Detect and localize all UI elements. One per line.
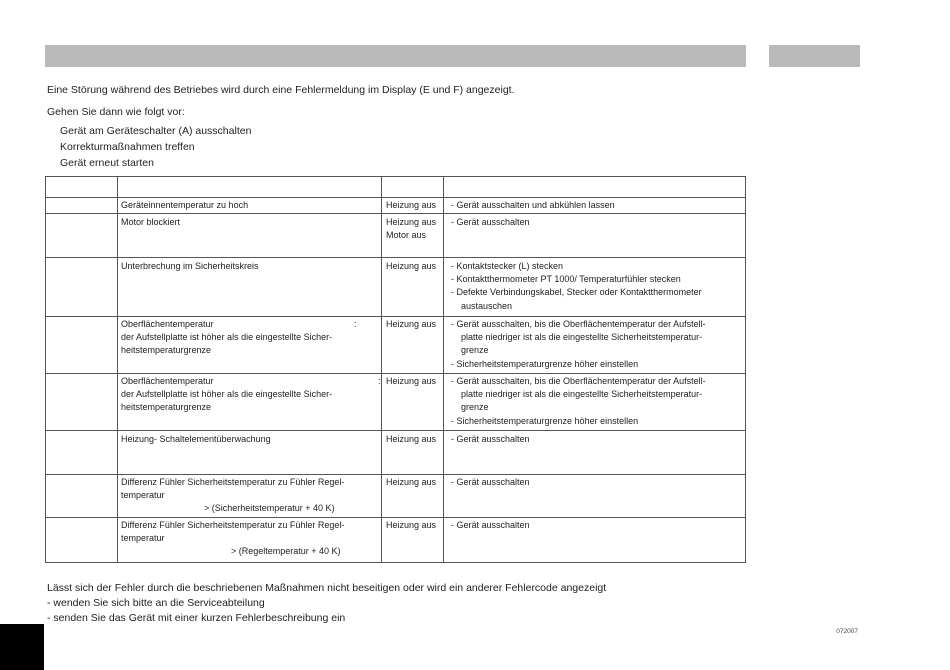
- table-cell-cause: Heizung- Schaltelementüberwachung: [121, 434, 271, 444]
- steps-intro: Gehen Sie dann wie folgt vor:: [47, 106, 185, 118]
- table-cell-solution: - Gerät ausschalten, bis die Oberflächentemperatur der Aufstell- platte niedriger ist als die eingestellte Sicherheitstemperatur- grenze - Sicherheitstemperaturgrenze höher einstellen: [451, 376, 706, 426]
- table-cell-solution: - Gerät ausschalten: [451, 520, 530, 530]
- table-cell-cause: Unterbrechung im Sicherheitskreis: [121, 261, 259, 271]
- table-cell-mark: :: [378, 376, 381, 386]
- page-corner-mark: [0, 624, 44, 670]
- step-item: Korrekturmaßnahmen treffen: [60, 141, 195, 153]
- table-cell-solution: - Kontaktstecker (L) stecken - Kontaktthermometer PT 1000/ Temperaturfühler stecken - Defekte Verbindungskabel, Stecker oder Kontaktthermometer austauschen: [451, 261, 702, 311]
- table-cell-solution: - Gerät ausschalten, bis die Oberflächentemperatur der Aufstell- platte niedriger ist als die eingestellte Sicherheitstemperatur- grenze - Sicherheitstemperaturgrenze höher einstellen: [451, 319, 706, 369]
- intro-text: Eine Störung während des Betriebes wird durch eine Fehlermeldung im Display (E und F) angezeigt.: [47, 84, 515, 96]
- table-cell-effect: Heizung aus: [386, 520, 437, 530]
- header-bar-side: [769, 45, 860, 67]
- table-cell-solution: - Gerät ausschalten und abkühlen lassen: [451, 200, 615, 210]
- footer-hint-service: - wenden Sie sich bitte an die Serviceabteilung: [47, 597, 265, 609]
- table-cell-cause: Differenz Fühler Sicherheitstemperatur zu Fühler Regel- temperatur > (Regeltemperatur + 40 K): [121, 520, 345, 557]
- document-code: 072007: [836, 628, 858, 635]
- table-cell-effect: Heizung aus Motor aus: [386, 217, 437, 241]
- table-cell-cause: Differenz Fühler Sicherheitstemperatur zu Fühler Regel- temperatur > (Sicherheitstemperatur + 40 K): [121, 477, 345, 514]
- table-cell-cause: Oberflächentemperatur der Aufstellplatte ist höher als die eingestellte Sicher- heitstemperaturgrenze: [121, 319, 333, 356]
- table-cell-solution: - Gerät ausschalten: [451, 217, 530, 227]
- table-cell-solution: - Gerät ausschalten: [451, 434, 530, 444]
- step-item: Gerät erneut starten: [60, 157, 154, 169]
- error-table: [45, 176, 746, 563]
- table-cell-effect: Heizung aus: [386, 319, 437, 329]
- header-bar: [45, 45, 746, 67]
- table-cell-solution: - Gerät ausschalten: [451, 477, 530, 487]
- table-cell-effect: Heizung aus: [386, 434, 437, 444]
- table-cell-effect: Heizung aus: [386, 200, 437, 210]
- footer-text: Lässt sich der Fehler durch die beschriebenen Maßnahmen nicht beseitigen oder wird ein anderer Fehlercode angezeigt: [47, 582, 607, 594]
- table-cell-effect: Heizung aus: [386, 376, 437, 386]
- table-cell-cause: Motor blockiert: [121, 217, 181, 227]
- table-cell-cause: Geräteinnentemperatur zu hoch: [121, 200, 249, 210]
- step-item: Gerät am Geräteschalter (A) ausschalten: [60, 125, 252, 137]
- footer-hint-send: - senden Sie das Gerät mit einer kurzen Fehlerbeschreibung ein: [47, 612, 346, 624]
- table-cell-mark: :: [354, 319, 357, 329]
- table-cell-cause: Oberflächentemperatur der Aufstellplatte ist höher als die eingestellte Sicher- heitstemperaturgrenze: [121, 376, 333, 413]
- steps-list: [60, 123, 251, 171]
- table-cell-effect: Heizung aus: [386, 261, 437, 271]
- table-cell-effect: Heizung aus: [386, 477, 437, 487]
